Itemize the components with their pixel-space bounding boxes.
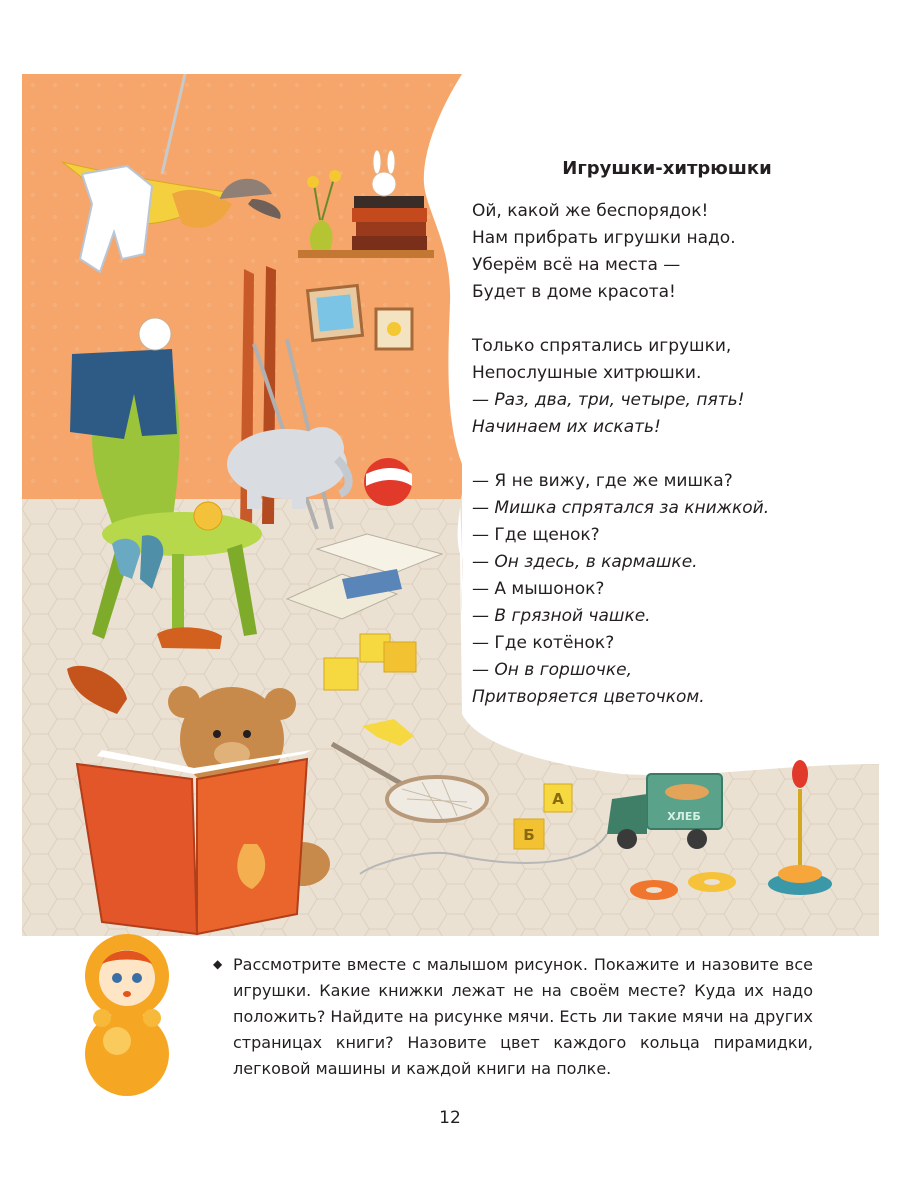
poem-line: — В грязной чашке. [472,606,651,626]
task-text: Рассмотрите вместе с малышом рисунок. Покажите и назовите все игрушки. Какие книжки лежат не на своём месте? Куда их надо положить? Найдите на рисунке мячи. Есть ли такие мячи на других страницах книги? Назовите цвет каждого кольца пирамидки, легковой машины и каждой книги на полке. [233,955,813,1078]
poem-line: — Я не вижу, где же мишка? [472,471,733,491]
task-box [213,952,813,1082]
diamond-bullet-icon: ◆ [213,957,223,971]
truck-label: ХЛЕБ [667,810,701,823]
poem-line: — Где котёнок? [472,633,615,653]
cube-letter-a: А [552,790,564,808]
poem-line: — Он в горшочке, [472,660,632,680]
cube-letter-b: Б [523,826,535,844]
poem-line: — Раз, два, три, четыре, пять! [472,390,745,410]
poem-line: Будет в доме красота! [472,282,676,302]
ball-red [364,458,412,506]
poem-stanza [472,468,852,711]
poem-stanzas [472,198,852,711]
poem-line: Уберём всё на места — [472,255,681,275]
poem-line: — Мишка спрятался за книжкой. [472,498,770,518]
poem-line: Только спрятались игрушки, [472,336,732,356]
poem-line: — Он здесь, в кармашке. [472,552,698,572]
tennis-ball [194,502,222,530]
poem-line: Притворяется цветочком. [472,687,705,707]
roly-poly-doll-icon [62,916,192,1096]
poem-title: Игрушки-хитрюшки [562,158,772,179]
poem-line: Начинаем их искать! [472,417,661,437]
poem-line: Непослушные хитрюшки. [472,363,702,383]
poem-line: Нам прибрать игрушки надо. [472,228,736,248]
poem [472,158,852,738]
poem-line: — Где щенок? [472,525,600,545]
poem-line: Ой, какой же беспорядок! [472,201,709,221]
poem-line: — А мышонок? [472,579,605,599]
poem-stanza [472,333,852,441]
page-number: 12 [439,1108,461,1128]
poem-stanza [472,198,852,306]
